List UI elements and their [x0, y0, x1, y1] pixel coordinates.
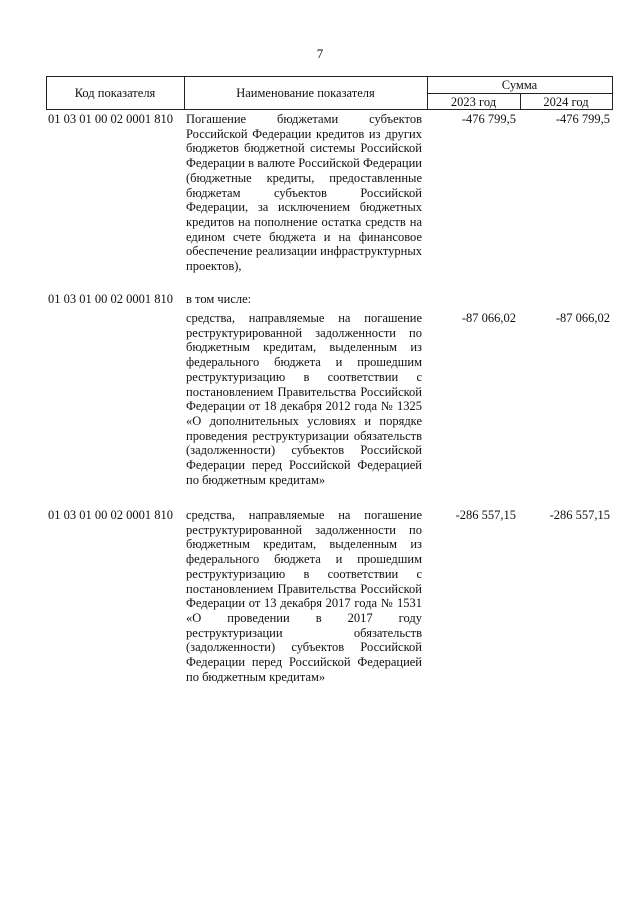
header-bottom-border — [46, 109, 613, 110]
row-3-value-2023: -87 066,02 — [461, 311, 516, 325]
page-number: 7 — [316, 46, 324, 61]
row-4-value-2024: -286 557,15 — [549, 508, 610, 522]
header-name: Наименование показателя — [236, 86, 375, 100]
header-sum: Сумма — [501, 78, 538, 92]
row-2-code: 01 03 01 00 02 0001 810 — [48, 292, 173, 306]
row-1-value-2024: -476 799,5 — [555, 112, 610, 126]
row-4-value-2023: -286 557,15 — [455, 508, 516, 522]
row-3-name: средства, направляемые на погашение реструктурированной задолженности по бюджетным кредитам, выделенным из федерального бюджета и прошедшим реструктуризацию в соответствии с постановлением Правительства Российской Федерации от 18 декабря 2012 года № 1325 «О дополнительных условиях и порядке проведения реструктуризации обязательств (задолженности) субъектов Российской Федерации перед Российской Федерацией по бюджетным кредитам» — [186, 311, 422, 487]
header-code: Код показателя — [74, 86, 156, 100]
row-4-code: 01 03 01 00 02 0001 810 — [48, 508, 173, 522]
header-year-2023: 2023 год — [450, 95, 497, 109]
row-1-code: 01 03 01 00 02 0001 810 — [48, 112, 173, 126]
row-1-value-2023: -476 799,5 — [461, 112, 516, 126]
row-4-name: средства, направляемые на погашение реструктурированной задолженности по бюджетным кредитам, выделенным из федерального бюджета и прошедшим реструктуризацию в соответствии с постановлением Правительства Российской Федерации от 13 декабря 2017 года № 1531 «О проведении в 2017 году реструктуризации обязательств (задолженности) субъектов Российской Федерации перед Российской Федерацией по бюджетным кредитам» — [186, 508, 422, 684]
header-right-border — [612, 76, 613, 110]
row-3-value-2024: -87 066,02 — [555, 311, 610, 325]
row-1-name: Погашение бюджетами субъектов Российской Федерации кредитов из других бюджетов бюджетной системы Российской Федерации в валюте Российской Федерации (бюджетные кредиты, предоставленные бюджетам субъектов Российской Федерации, за исключением бюджетных кредитов на пополнение остатка средств на едином счете бюджета и на финансовое обеспечение реализации инфраструктурных проектов), — [186, 112, 422, 274]
header-top-border — [46, 76, 613, 77]
row-2-name: в том числе: — [186, 292, 252, 306]
header-year-2024: 2024 год — [543, 95, 589, 109]
